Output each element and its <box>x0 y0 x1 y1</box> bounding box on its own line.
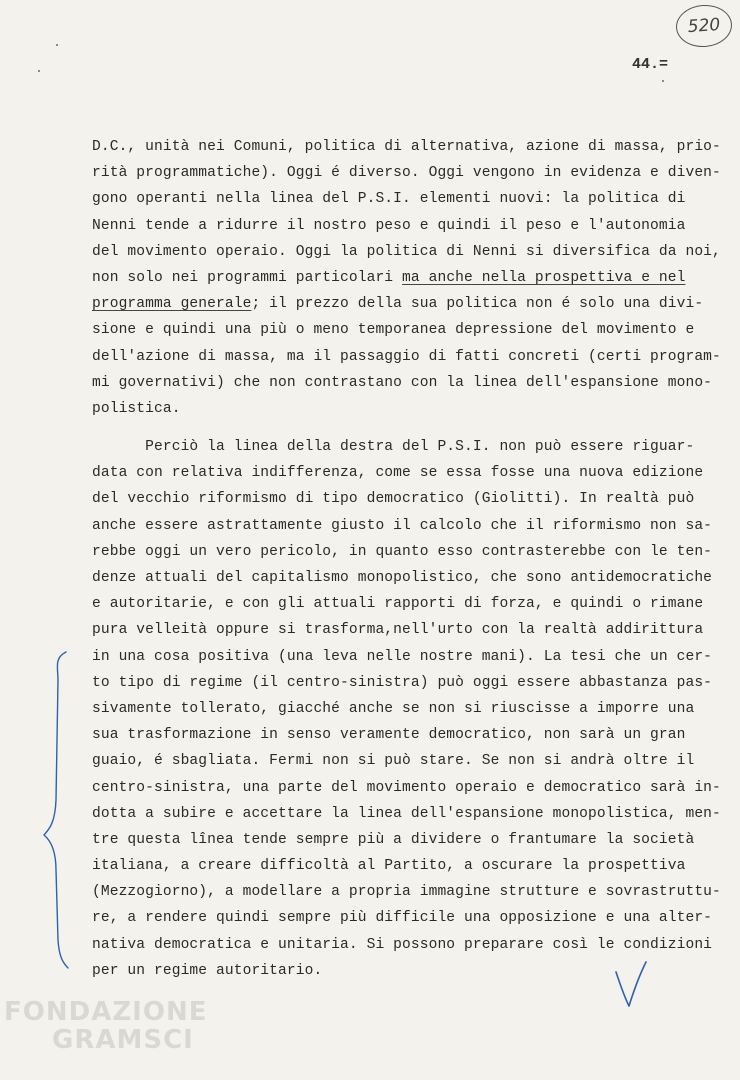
text-segment: guaio, é sbagliata. Fermi non si può stare. Se non si andrà oltre il <box>92 753 695 770</box>
typewritten-body <box>92 134 722 984</box>
text-segment: tre questa lînea tende sempre più a dividere o frantumare la società <box>92 831 695 848</box>
text-segment: rità programmatiche). Oggi é diverso. Oggi vengono in evidenza e diven- <box>92 165 721 182</box>
text-segment: ; il prezzo della sua politica non é solo una divi- <box>251 296 704 313</box>
text-segment: del vecchio riformismo di tipo democratico (Giolitti). In realtà può <box>92 491 695 508</box>
text-segment: (Mezzogiorno), a modellare a propria immagine strutture e sovrastruttu- <box>92 884 721 901</box>
text-segment: Perciò la linea della destra del P.S.I. non può essere riguar- <box>92 439 695 456</box>
text-segment: sione e quindi una più o meno temporanea depressione del movimento e <box>92 322 695 339</box>
text-line <box>92 696 722 722</box>
text-segment: gono operanti nella linea del P.S.I. elementi nuovi: la politica di <box>92 191 686 208</box>
text-line <box>92 396 722 422</box>
text-line <box>92 486 722 512</box>
text-segment: anche essere astrattamente giusto il calcolo che il riformismo non sa- <box>92 517 713 534</box>
text-segment: polistica. <box>92 400 181 417</box>
text-line <box>92 186 722 212</box>
text-segment: denze attuali del capitalismo monopolistico, che sono antidemocratiche <box>92 570 713 586</box>
text-segment: per un regime autoritario. <box>92 962 323 979</box>
text-line <box>92 213 722 239</box>
underlined-text: ma anche nella prospettiva e nel <box>402 269 686 286</box>
text-line <box>92 853 722 879</box>
archive-number-stamp: 520 <box>675 3 734 49</box>
text-line <box>92 670 722 696</box>
text-line <box>92 591 722 617</box>
paper-speck <box>38 70 40 72</box>
text-segment: to tipo di regime (il centro-sinistra) può oggi essere abbastanza pas- <box>92 674 713 691</box>
text-line <box>92 539 722 565</box>
text-line <box>92 344 722 370</box>
text-segment: nativa democratica e unitaria. Si possono preparare così le condizioni <box>92 936 713 953</box>
text-line <box>92 434 722 460</box>
text-line <box>92 370 722 396</box>
text-line <box>92 905 722 931</box>
check-mark-icon <box>612 960 652 1010</box>
watermark-line-2: GRAMSCI <box>52 1025 194 1055</box>
text-segment: non solo nei programmi particolari <box>92 269 403 286</box>
text-line <box>92 513 722 539</box>
text-line <box>92 617 722 643</box>
paragraph <box>92 434 722 984</box>
watermark-line-1: FONDAZIONE <box>4 997 208 1027</box>
text-line <box>92 722 722 748</box>
text-segment: rebbe oggi un vero pericolo, in quanto esso contrasterebbe con le ten- <box>92 543 713 560</box>
paragraph <box>92 134 722 422</box>
text-line <box>92 644 722 670</box>
text-line <box>92 932 722 958</box>
text-segment: data con relativa indifferenza, come se essa fosse una nuova edizione <box>92 465 704 482</box>
text-line <box>92 565 722 591</box>
text-segment: sivamente tollerato, giacché anche se non si riuscisse a imporre una <box>92 700 695 717</box>
text-line <box>92 317 722 343</box>
text-line <box>92 879 722 905</box>
text-line <box>92 460 722 486</box>
text-line <box>92 160 722 186</box>
text-segment: sua trasformazione in senso veramente democratico, non sarà un gran <box>92 727 686 744</box>
text-segment: centro-sinistra, una parte del movimento operaio e democratico sarà in- <box>92 779 721 796</box>
paragraph-gap <box>92 422 722 434</box>
underlined-text: programma generale <box>92 296 252 313</box>
text-line <box>92 265 722 291</box>
text-line <box>92 134 722 160</box>
text-segment: dell'azione di massa, ma il passaggio di fatti concreti (certi program- <box>92 348 721 365</box>
text-line <box>92 801 722 827</box>
paper-speck <box>662 80 664 82</box>
page-number: 44.= <box>632 56 669 73</box>
text-segment: e autoritarie, e con gli attuali rapporti di forza, e quindi o rimane <box>92 596 704 613</box>
text-segment: mi governativi) che non contrastano con la linea dell'espansione mono- <box>92 374 713 391</box>
text-segment: italiana, a creare difficoltà al Partito, a oscurare la prospettiva <box>92 858 686 875</box>
text-line <box>92 827 722 853</box>
text-line <box>92 748 722 774</box>
text-segment: re, a rendere quindi sempre più difficile una opposizione e una alter- <box>92 910 713 927</box>
text-segment: dotta a subire e accettare la linea dell'espansione monopolistica, men- <box>92 805 721 822</box>
text-line <box>92 775 722 801</box>
paper-speck <box>56 44 58 46</box>
text-segment: pura velleità oppure si trasforma,nell'urto con la realtà addirittura <box>92 622 704 639</box>
text-segment: Nenni tende a ridurre il nostro peso e quindi il peso e l'autonomia <box>92 217 686 234</box>
text-segment: in una cosa positiva (una leva nelle nostre mani). La tesi che un cer- <box>92 648 713 665</box>
text-segment: del movimento operaio. Oggi la politica di Nenni si diversifica da noi, <box>92 243 721 260</box>
margin-bracket-mark <box>38 650 78 970</box>
text-segment: D.C., unità nei Comuni, politica di alternativa, azione di massa, prio- <box>92 139 721 155</box>
text-line <box>92 239 722 265</box>
foundation-watermark <box>4 998 207 1054</box>
text-line <box>92 291 722 317</box>
